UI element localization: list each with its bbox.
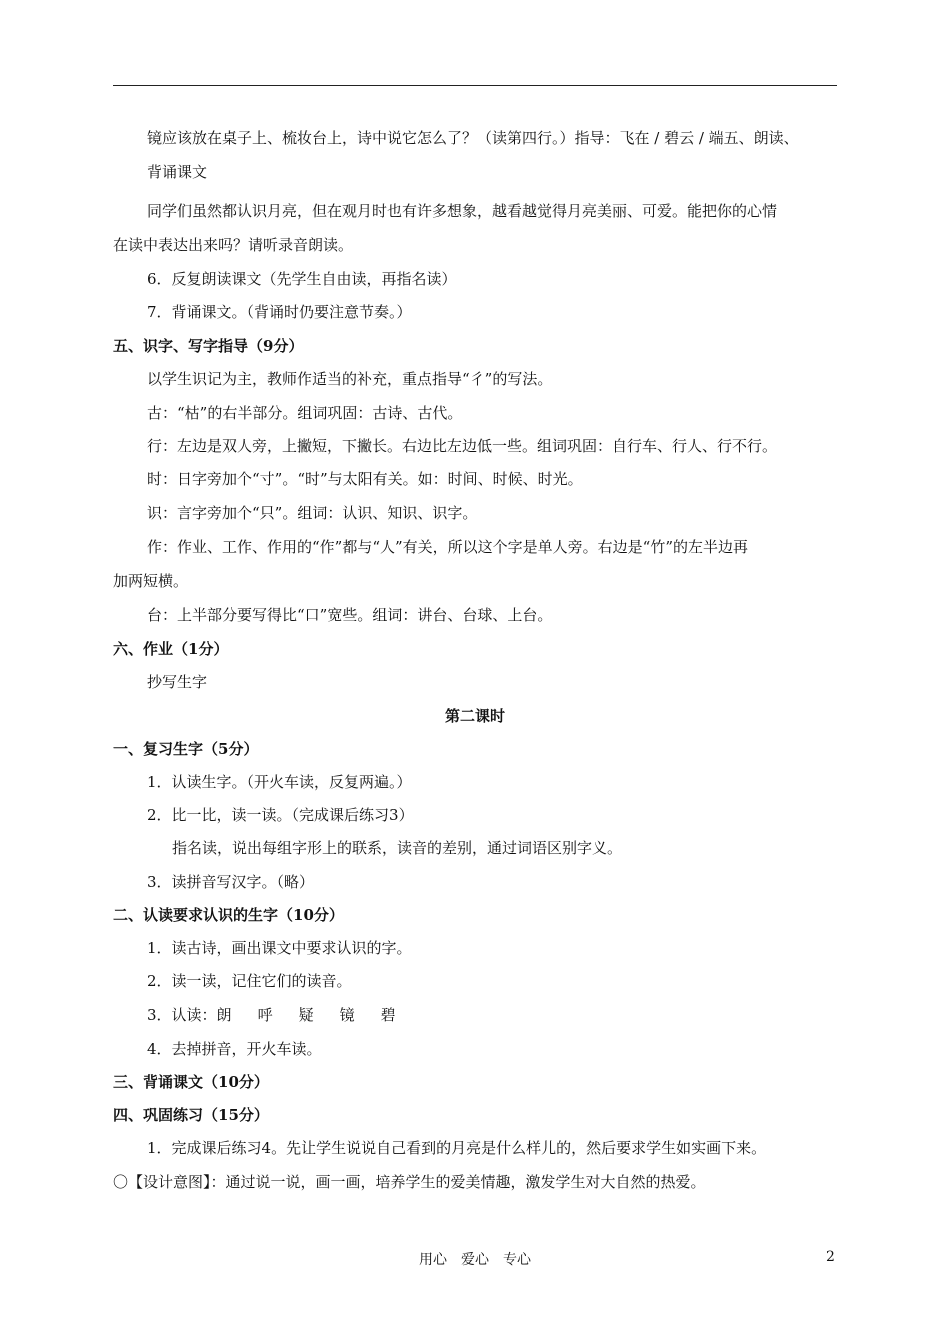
recognize-char: 镜 bbox=[339, 1006, 355, 1024]
list-item: 2．比一比，读一读。（完成课后练习3） bbox=[147, 806, 414, 824]
body-line: 行：左边是双人旁，上撇短，下撇长。右边比左边低一些。组词巩固：自行车、行人、行不行。 bbox=[147, 437, 778, 455]
recognize-char: 碧 bbox=[380, 1006, 396, 1024]
recognize-char: 疑 bbox=[298, 1006, 314, 1024]
list-item: 1．完成课后练习4。先让学生说说自己看到的月亮是什么样儿的，然后要求学生如实画下来。 bbox=[147, 1139, 767, 1157]
body-line: 作：作业、工作、作用的“作”都与“人”有关，所以这个字是单人旁。右边是“竹”的左半边再 bbox=[147, 538, 749, 556]
section-heading: 五、识字、写字指导（9分） bbox=[113, 337, 304, 355]
body-line: 台：上半部分要写得比“口”宽些。组词：讲台、台球、上台。 bbox=[147, 606, 553, 624]
section-heading: 二、认读要求认识的生字（10分） bbox=[113, 906, 344, 924]
body-line: 同学们虽然都认识月亮，但在观月时也有许多想象，越看越觉得月亮美丽、可爱。能把你的心情 bbox=[147, 202, 778, 220]
list-item: 7．背诵课文。（背诵时仍要注意节奏。） bbox=[147, 303, 412, 321]
header-rule bbox=[113, 85, 837, 86]
list-item: 4．去掉拼音，开火车读。 bbox=[147, 1040, 322, 1058]
body-line: 时：日字旁加个“寸”。“时”与太阳有关。如：时间、时候、时光。 bbox=[147, 470, 583, 488]
section-heading: 一、复习生字（5分） bbox=[113, 740, 259, 758]
list-item: 3．读拼音写汉字。（略） bbox=[147, 873, 315, 891]
list-item: 1．认读生字。（开火车读，反复两遍。） bbox=[147, 773, 412, 791]
design-intent: 〇【设计意图】：通过说一说，画一画，培养学生的爱美情趣，激发学生对大自然的热爱。 bbox=[113, 1173, 706, 1191]
section-heading: 三、背诵课文（10分） bbox=[113, 1073, 269, 1091]
list-item: 6．反复朗读课文（先学生自由读，再指名读） bbox=[147, 270, 457, 288]
body-line: 在读中表达出来吗？请听录音朗读。 bbox=[113, 236, 354, 254]
body-line: 识：言字旁加个“只”。组词：认识、知识、识字。 bbox=[147, 504, 478, 522]
body-line: 镜应该放在桌子上、梳妆台上，诗中说它怎么了？（读第四行。）指导：飞在 / 碧云 / 端五、朗读、 bbox=[147, 129, 799, 147]
recognize-char: 呼 bbox=[257, 1006, 273, 1024]
recognize-chars-line bbox=[147, 1004, 396, 1026]
footer-motto: 用心 爱心 专心 bbox=[419, 1252, 531, 1268]
section-heading: 四、巩固练习（15分） bbox=[113, 1106, 269, 1124]
list-item: 2．读一读，记住它们的读音。 bbox=[147, 972, 352, 990]
page-number: 2 bbox=[826, 1249, 835, 1265]
lesson-title: 第二课时 bbox=[444, 707, 505, 725]
body-line: 抄写生字 bbox=[147, 673, 208, 691]
body-line: 古：“枯”的右半部分。组词巩固：古诗、古代。 bbox=[147, 404, 463, 422]
recognize-char: 朗 bbox=[216, 1006, 232, 1024]
body-line: 背诵课文 bbox=[147, 163, 208, 181]
list-item: 1．读古诗，画出课文中要求认识的字。 bbox=[147, 939, 412, 957]
recognize-prefix: 3．认读： bbox=[147, 1006, 217, 1024]
body-line: 指名读，说出每组字形上的联系，读音的差别，通过词语区别字义。 bbox=[172, 839, 623, 857]
section-heading: 六、作业（1分） bbox=[113, 640, 229, 658]
body-line: 以学生识记为主，教师作适当的补充，重点指导“彳”的写法。 bbox=[147, 370, 553, 388]
body-line: 加两短横。 bbox=[113, 572, 189, 590]
